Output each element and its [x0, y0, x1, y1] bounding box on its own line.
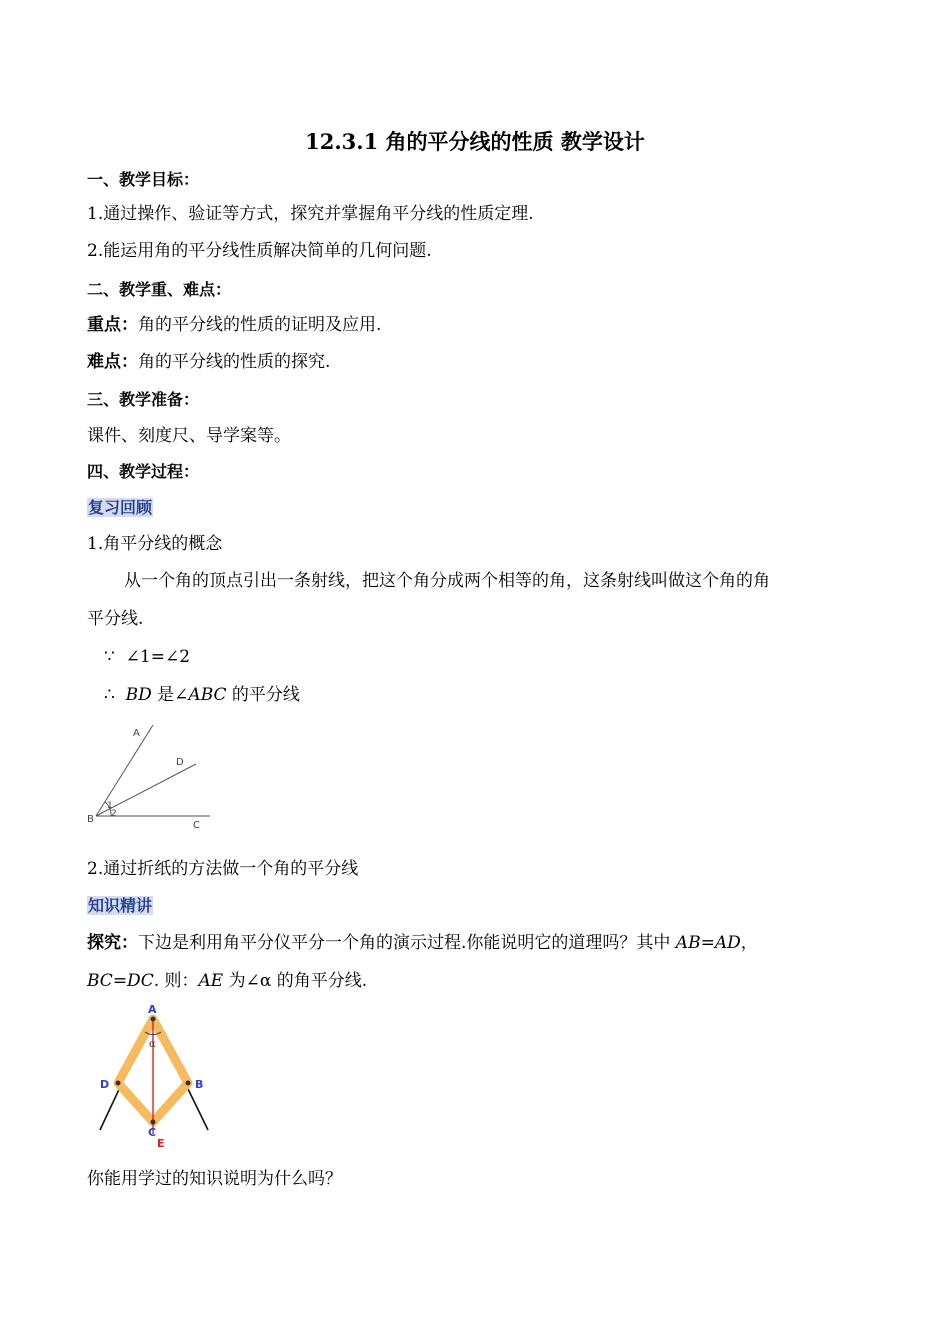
- label-e: E: [157, 1137, 165, 1150]
- objective-1: 1.通过操作、验证等方式，探究并掌握角平分线的性质定理.: [87, 204, 534, 224]
- section4-heading: 四、教学过程：: [87, 462, 200, 481]
- objective-2: 2.能运用角的平分线性质解决简单的几何问题.: [87, 241, 432, 261]
- section1-heading: 一、教学目标：: [87, 170, 200, 189]
- explore-text-3: 为∠α 的角平分线.: [223, 971, 368, 991]
- label-1: 1: [107, 801, 113, 811]
- difficulty-point: [87, 351, 330, 373]
- therefore-end: 的平分线: [226, 685, 300, 705]
- label-b: B: [87, 814, 94, 825]
- ray-ba: [96, 725, 153, 816]
- therefore-bd: BD: [125, 685, 152, 705]
- review-item-1: 1.角平分线的概念: [87, 534, 223, 554]
- definition-line-1: 从一个角的顶点引出一条射线，把这个角分成两个相等的角，这条射线叫做这个角的角: [124, 571, 770, 591]
- label-alpha: α: [149, 1039, 156, 1050]
- explore-text-2: . 则：: [153, 971, 199, 991]
- pivot-a: [151, 1017, 156, 1022]
- therefore-symbol: ∴: [104, 685, 115, 705]
- because-symbol: ∵: [104, 647, 115, 667]
- explore-label: 探究：: [87, 933, 138, 953]
- therefore-line: [104, 684, 300, 706]
- because-text: ∠1=∠2: [125, 647, 191, 667]
- label-d: D: [176, 757, 184, 768]
- label-b: B: [195, 1078, 204, 1091]
- label-a: A: [148, 1003, 157, 1016]
- explore-comma: ，: [740, 933, 758, 953]
- label-c: C: [148, 1126, 157, 1139]
- pivot-c: [151, 1120, 156, 1125]
- label-c: C: [193, 820, 200, 831]
- review-item-2: 2.通过折纸的方法做一个角的平分线: [87, 859, 359, 879]
- review-tag: 复习回顾: [88, 498, 153, 517]
- pivot-d: [116, 1081, 121, 1086]
- knowledge-tag: 知识精讲: [88, 896, 153, 915]
- review-tag-line: [87, 497, 153, 519]
- difficulty-text: 角的平分线的性质的探究.: [138, 352, 331, 372]
- question-line: 你能用学过的知识说明为什么吗？: [87, 1169, 342, 1189]
- key-label: 重点：: [87, 315, 138, 335]
- knowledge-tag-line: [87, 895, 153, 917]
- because-line: [104, 646, 190, 668]
- key-point: [87, 314, 381, 336]
- explore-eq-1: AB=AD: [670, 933, 741, 953]
- label-a: A: [133, 728, 140, 739]
- difficulty-label: 难点：: [87, 352, 138, 372]
- label-2: 2: [111, 809, 117, 819]
- definition-line-2: 平分线.: [87, 609, 144, 629]
- page-title: 12.3.1 角的平分线的性质 教学设计: [305, 129, 645, 154]
- key-text: 角的平分线的性质的证明及应用.: [138, 315, 382, 335]
- explore-line-2: [87, 970, 367, 992]
- explore-line-1: [87, 932, 758, 954]
- bisector-instrument-figure: [90, 1000, 220, 1150]
- therefore-mid: 是∠: [151, 685, 189, 705]
- therefore-abc: ABC: [188, 685, 227, 705]
- pivot-b: [186, 1081, 191, 1086]
- explore-ae: AE: [198, 971, 224, 991]
- section2-heading: 二、教学重、难点：: [87, 280, 232, 299]
- explore-eq-2: BC=DC: [87, 971, 154, 991]
- preparation-text: 课件、刻度尺、导学案等。: [87, 426, 291, 446]
- explore-text-1: 下边是利用角平分仪平分一个角的演示过程.你能说明它的道理吗？其中: [138, 933, 671, 953]
- section3-heading: 三、教学准备：: [87, 390, 200, 409]
- angle-bisector-figure: [80, 718, 220, 834]
- label-d: D: [100, 1078, 110, 1091]
